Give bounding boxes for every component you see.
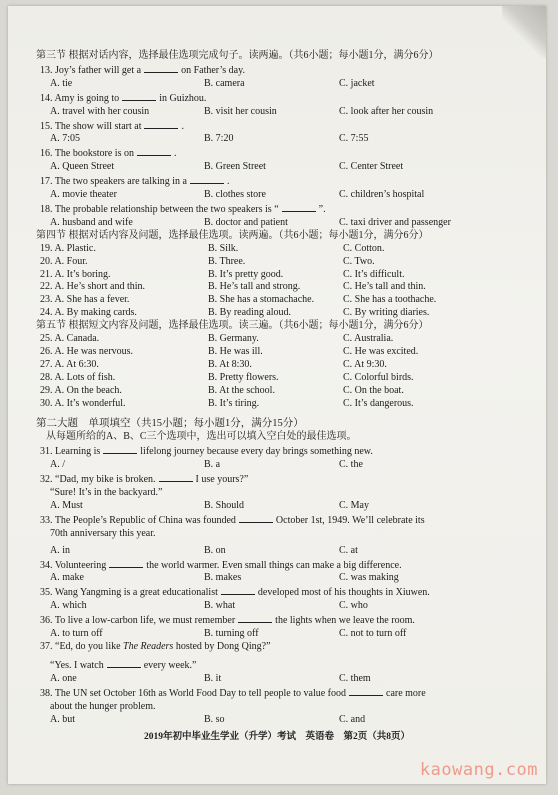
option-b: B. makes — [204, 572, 242, 584]
question-33 — [36, 513, 514, 558]
option-c: C. who — [339, 600, 368, 612]
question-22 — [36, 281, 514, 294]
option-a: 30. A. It’s wonderful. — [40, 397, 126, 409]
option-a: 22. A. He’s short and thin. — [40, 281, 145, 293]
option-c: C. the — [339, 459, 363, 471]
option-a: 25. A. Canada. — [40, 333, 100, 345]
question-stem-end: in Guizhou. — [159, 92, 207, 104]
option-a: A. make — [50, 572, 84, 584]
option-b: B. He’s tall and strong. — [208, 281, 301, 293]
question-stem-line2: “Sure! It’s in the backyard.” — [50, 487, 163, 498]
option-c: C. She has a toothache. — [343, 294, 437, 306]
question-stem-end: . — [227, 176, 230, 188]
question-stem-line2: 70th anniversary this year. — [50, 527, 156, 539]
answer-blank — [282, 202, 316, 212]
option-c: C. look after her cousin — [339, 105, 434, 117]
option-a: A. to turn off — [50, 628, 103, 640]
option-b: B. He was ill. — [208, 345, 263, 357]
option-c: C. Cotton. — [343, 242, 385, 254]
question-stem: 18. The probable relationship between the two speakers is “ — [40, 203, 279, 215]
option-c: C. jacket — [339, 77, 375, 89]
option-a: A. which — [50, 600, 87, 612]
question-28 — [36, 372, 514, 385]
option-a: A. tie — [50, 77, 73, 89]
option-b: B. visit her cousin — [204, 105, 277, 117]
watermark: kaowang.com — [419, 760, 538, 780]
section3-header: 第三节 根据对话内容，选择最佳选项完成句子。读两遍。（共6小题；每小题1分，满分6分） — [36, 50, 439, 61]
question-26 — [36, 346, 514, 359]
option-c: C. It’s dangerous. — [343, 397, 414, 409]
option-c: C. He’s tall and thin. — [343, 281, 426, 293]
option-a: A. but — [50, 713, 75, 725]
option-b: B. By reading aloud. — [208, 307, 292, 319]
question-stem: 17. The two speakers are talking in a — [40, 176, 187, 188]
question-stem: 13. Joy’s father will get a — [40, 64, 142, 76]
question-29 — [36, 385, 514, 398]
exam-content — [36, 50, 514, 726]
option-b: B. doctor and patient — [204, 216, 288, 228]
section5-header: 第五节 根据短文内容及问题，选择最佳选项。读三遍。（共6小题；每小题1分，满分6分） — [36, 320, 429, 332]
answer-blank — [107, 658, 141, 668]
question-stem-end: the lights when we leave the room. — [275, 615, 415, 627]
question-20 — [36, 256, 514, 269]
question-31 — [36, 444, 514, 472]
answer-blank — [159, 472, 193, 482]
option-b: B. Pretty flowers. — [208, 371, 279, 383]
question-stem-end: . — [173, 148, 177, 160]
question-stem-line2-end: every week.” — [143, 659, 197, 671]
option-a: 29. A. On the beach. — [40, 384, 122, 396]
option-a: A. one — [50, 672, 77, 684]
question-30 — [36, 398, 514, 411]
option-a: A. 7:05 — [50, 133, 80, 145]
option-b: B. 7:20 — [204, 133, 234, 145]
option-c: C. May — [339, 499, 369, 511]
question-27 — [36, 359, 514, 372]
question-stem: 34. Volunteering — [40, 559, 107, 571]
option-b: B. a — [204, 459, 221, 471]
option-b: B. it — [204, 672, 222, 684]
question-stem-end: I use yours?” — [195, 474, 249, 486]
option-c: C. Two. — [343, 255, 375, 267]
option-c: C. On the boat. — [343, 384, 404, 396]
option-b: B. At the school. — [208, 384, 275, 396]
option-a: A. Must — [50, 499, 83, 511]
question-17 — [36, 174, 514, 202]
question-stem-end: the world warmer. Even small things can make a big difference. — [146, 559, 402, 571]
option-b: B. so — [204, 713, 225, 725]
option-b: B. what — [204, 600, 236, 612]
option-c: C. Australia. — [343, 333, 394, 345]
option-b: B. It’s pretty good. — [208, 268, 284, 280]
option-b: B. on — [204, 544, 226, 556]
option-c: C. them — [339, 672, 371, 684]
question-stem-end: on Father’s day. — [181, 64, 245, 76]
question-35 — [36, 585, 514, 613]
question-stem-end: developed most of his thoughts in Xiuwen. — [257, 587, 430, 599]
answer-blank — [103, 444, 137, 454]
question-13 — [36, 63, 514, 91]
question-stem: 31. Learning is — [40, 446, 101, 458]
answer-blank — [239, 513, 273, 523]
option-c: C. at — [339, 544, 358, 556]
answer-blank — [109, 558, 143, 568]
option-a: 24. A. By making cards. — [40, 307, 137, 319]
question-37 — [36, 641, 514, 686]
answer-blank — [349, 686, 383, 696]
question-stem-end: ”. — [318, 203, 326, 215]
exam-page — [8, 6, 546, 784]
option-b: B. It’s tiring. — [208, 397, 260, 409]
part2-header: 第二大题 单项填空（共15小题；每小题1分，满分15分） — [36, 418, 304, 430]
question-24 — [36, 307, 514, 320]
question-34 — [36, 558, 514, 586]
question-stem: 32. “Dad, my bike is broken. — [40, 474, 156, 486]
option-c: C. was making — [339, 572, 399, 584]
option-c: C. At 9:30. — [343, 358, 387, 370]
answer-blank — [144, 63, 178, 73]
question-25 — [36, 333, 514, 346]
option-b: B. clothes store — [204, 189, 266, 201]
question-stem-end: care more — [386, 687, 426, 699]
option-c: C. Colorful birds. — [343, 371, 414, 383]
question-stem-end: October 1st, 1949. We’ll celebrate its — [275, 514, 425, 526]
question-stem: 35. Wang Yangming is a great educationalist — [40, 587, 218, 599]
option-c: C. taxi driver and passenger — [339, 216, 451, 228]
answer-blank — [190, 174, 224, 184]
option-a: A. husband and wife — [50, 216, 133, 228]
answer-blank — [122, 91, 156, 101]
question-stem: 37. “Ed, do you like — [40, 640, 121, 652]
option-a: A. Queen Street — [50, 161, 115, 173]
question-stem: 36. To live a low-carbon life, we must remember — [40, 615, 236, 627]
option-b: B. Green Street — [204, 161, 266, 173]
option-b: B. At 8:30. — [208, 358, 252, 370]
option-a: 19. A. Plastic. — [40, 242, 96, 254]
answer-blank — [137, 146, 171, 156]
question-stem: 33. The People’s Republic of China was founded — [40, 514, 236, 526]
option-a: A. in — [50, 544, 70, 556]
option-a: 28. A. Lots of fish. — [40, 371, 116, 383]
question-18 — [36, 202, 514, 230]
option-b: B. Germany. — [208, 333, 259, 345]
page-footer: 2019年初中毕业生学业（升学）考试 英语卷 第2页（共8页） — [143, 732, 410, 742]
option-a: A. movie theater — [50, 189, 117, 201]
question-23 — [36, 294, 514, 307]
option-a: A. / — [50, 459, 65, 471]
option-c: C. It’s difficult. — [343, 268, 405, 280]
option-b: B. camera — [204, 77, 245, 89]
question-16 — [36, 146, 514, 174]
option-a: 20. A. Four. — [40, 255, 88, 267]
question-21 — [36, 269, 514, 282]
option-a: 27. A. At 6:30. — [40, 358, 99, 370]
option-c: C. and — [339, 713, 366, 725]
question-stem: 14. Amy is going to — [40, 92, 120, 104]
question-stem-end: hosted by Dong Qing?” — [175, 640, 271, 652]
option-c: C. 7:55 — [339, 133, 369, 145]
option-a: 23. A. She has a fever. — [40, 294, 130, 306]
option-a: A. travel with her cousin — [50, 105, 150, 117]
question-32 — [36, 472, 514, 513]
option-c: C. By writing diaries. — [343, 307, 430, 319]
option-b: B. Should — [204, 499, 245, 511]
question-stem-end: lifelong journey because every day brings something new. — [140, 446, 373, 458]
option-c: C. children’s hospital — [339, 189, 425, 201]
question-stem: 38. The UN set October 16th as World Food Day to tell people to value food — [40, 687, 346, 699]
question-15 — [36, 119, 514, 147]
answer-blank — [144, 119, 178, 129]
part2-instruction: 从每题所给的A、B、C三个选项中，选出可以填入空白处的最佳选项。 — [46, 431, 357, 443]
program-title: The Readers — [123, 640, 174, 652]
question-stem-end: . — [181, 120, 184, 132]
option-b: B. turning off — [204, 628, 259, 640]
question-stem: 16. The bookstore is on — [40, 148, 134, 160]
option-c: C. not to turn off — [339, 628, 407, 640]
question-stem-line2: about the hunger problem. — [50, 700, 156, 712]
option-b: B. She has a stomachache. — [208, 294, 315, 306]
option-c: C. Center Street — [339, 161, 404, 173]
question-stem-line2: “Yes. I watch — [50, 659, 104, 671]
answer-blank — [238, 613, 272, 623]
question-stem: 15. The show will start at — [40, 120, 142, 132]
option-b: B. Three. — [208, 255, 246, 267]
option-b: B. Silk. — [208, 242, 239, 254]
option-c: C. He was excited. — [343, 345, 419, 357]
question-36 — [36, 613, 514, 641]
option-a: 26. A. He was nervous. — [40, 345, 134, 357]
option-a: 21. A. It’s boring. — [40, 268, 111, 280]
answer-blank — [221, 585, 255, 595]
section4-header: 第四节 根据对话内容及问题，选择最佳选项。读两遍。（共6小题；每小题1分，满分6分） — [36, 229, 429, 241]
question-38 — [36, 686, 514, 727]
question-14 — [36, 91, 514, 119]
question-19 — [36, 243, 514, 256]
